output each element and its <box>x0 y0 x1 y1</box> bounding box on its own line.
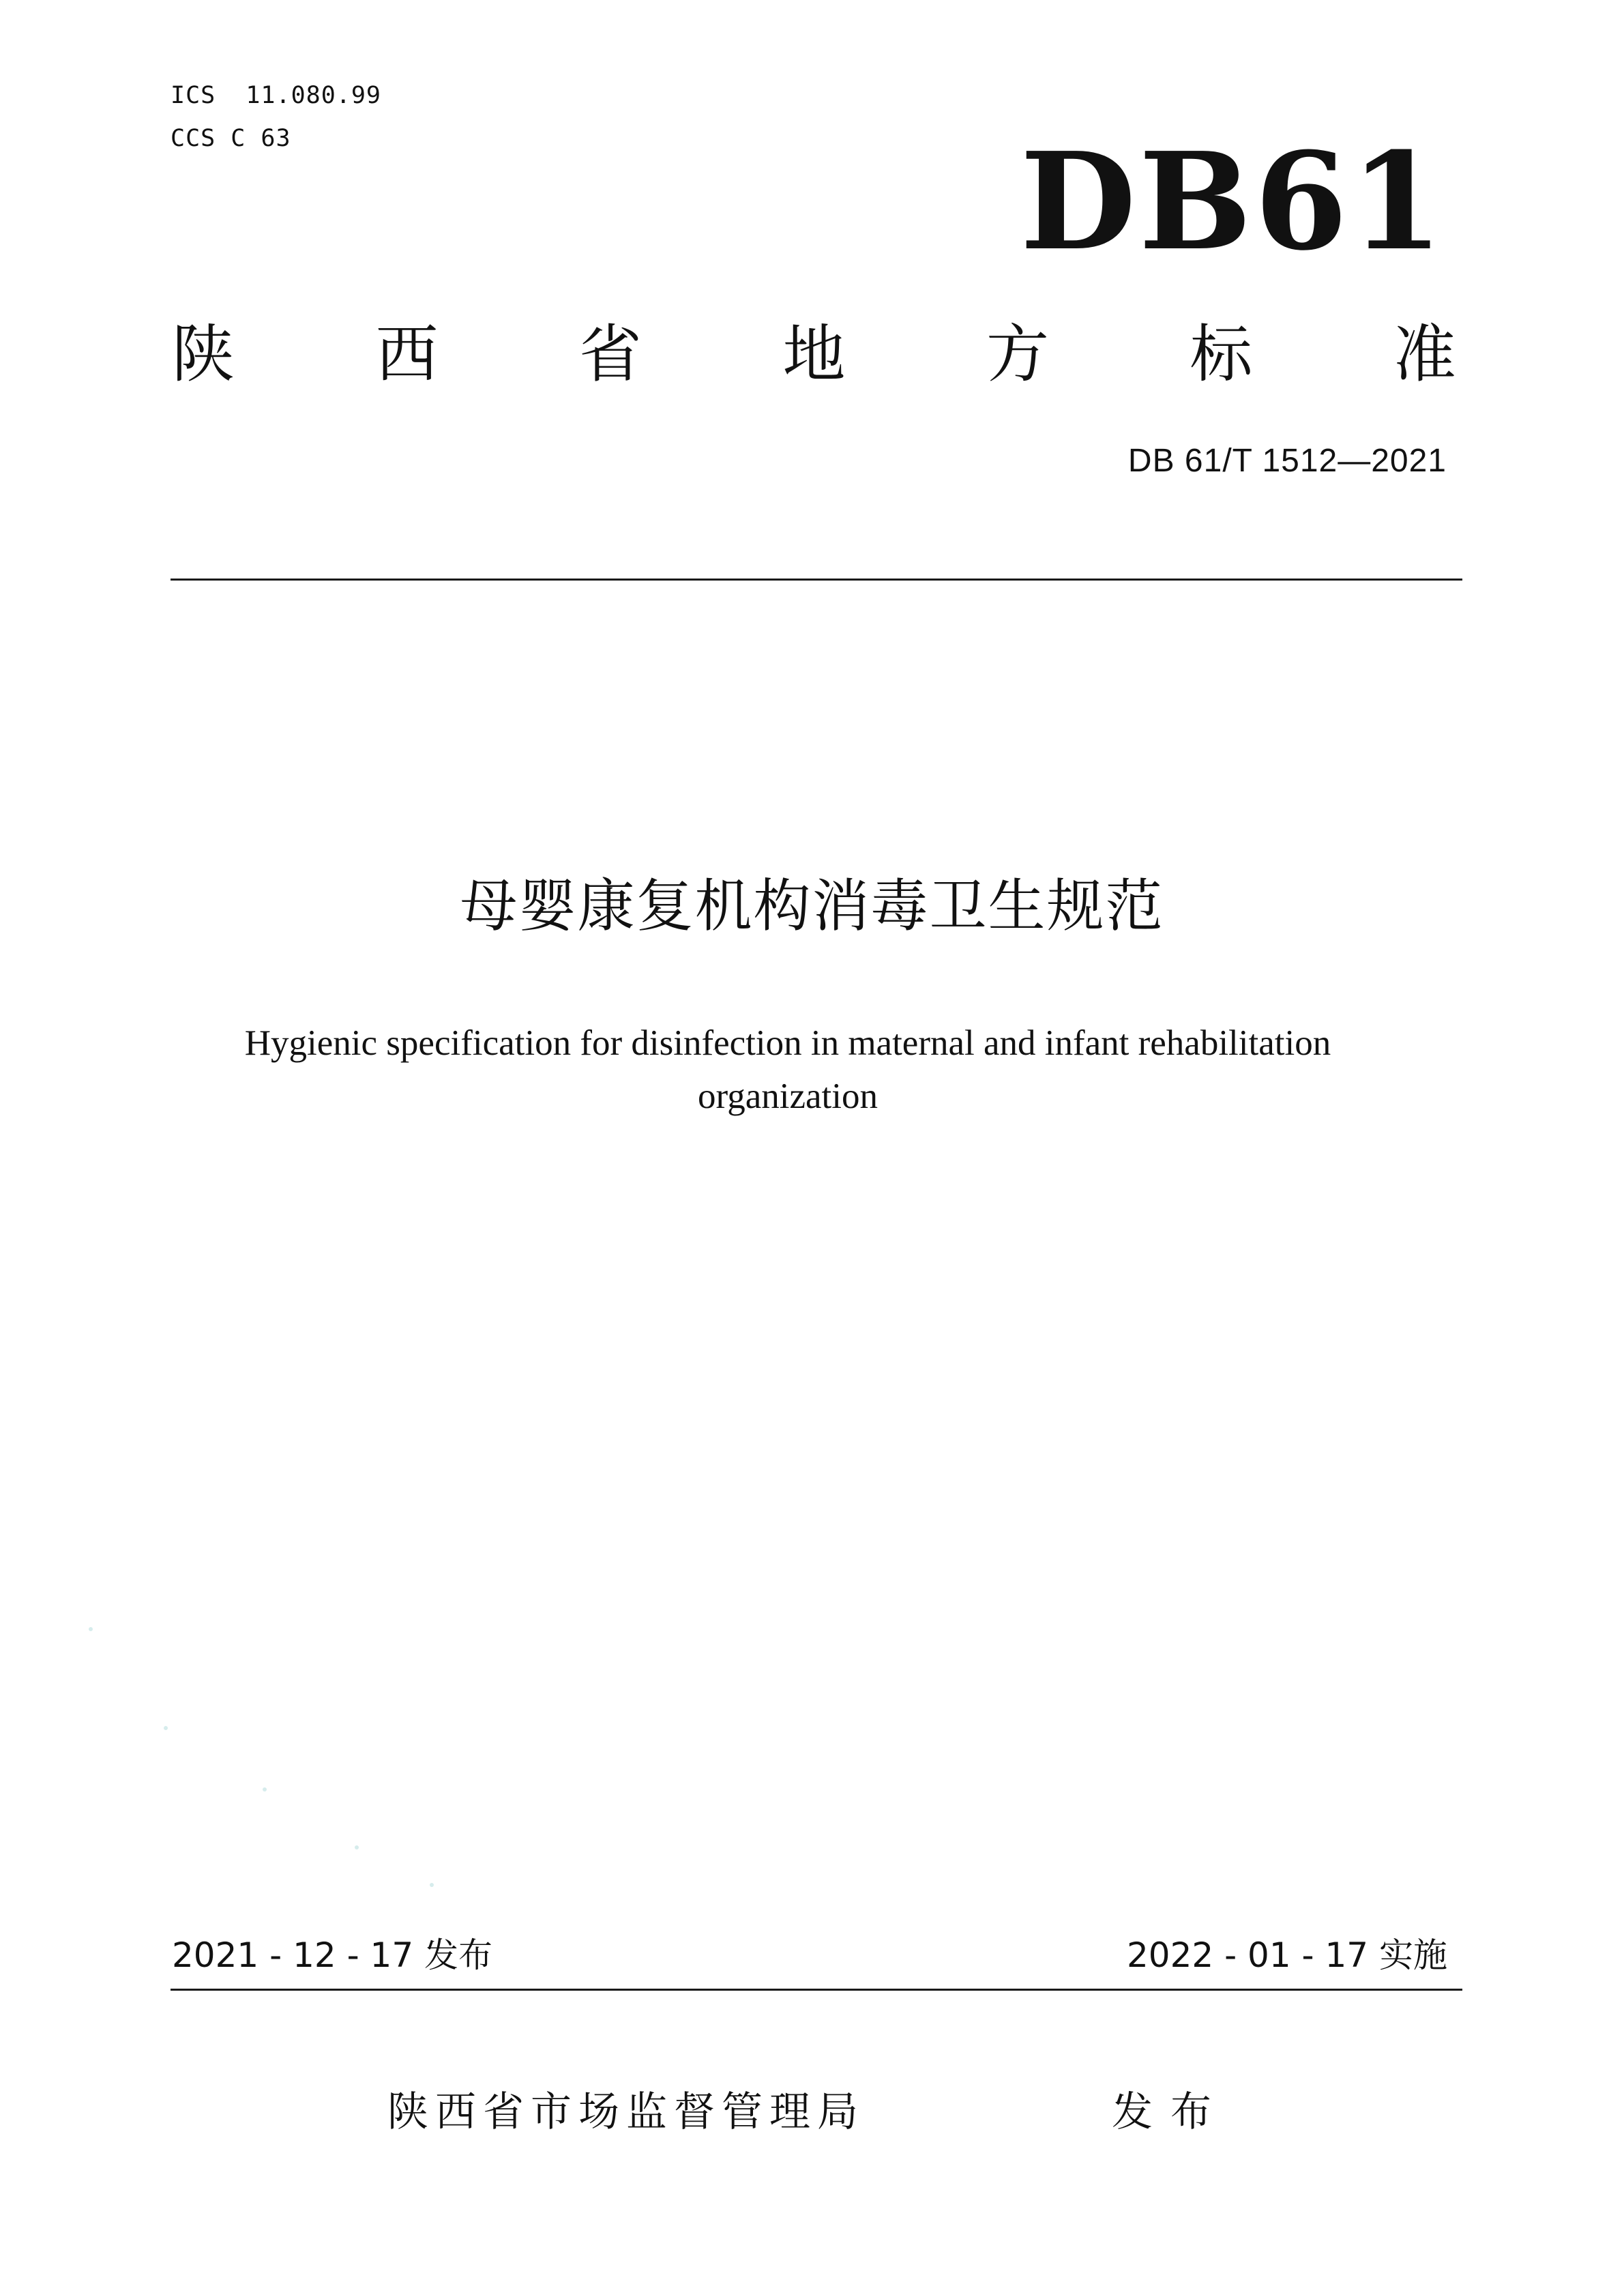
english-title-line-2: organization <box>698 1077 878 1116</box>
standard-type-char: 省 <box>578 318 642 391</box>
scan-speck <box>164 1726 168 1730</box>
ccs-code: CCS C 63 <box>171 125 291 152</box>
document-title-english <box>0 1016 1576 1123</box>
standard-type-char: 准 <box>1393 318 1456 391</box>
scan-speck <box>430 1883 434 1887</box>
footer-divider <box>171 1989 1462 1991</box>
standard-type-char: 西 <box>375 318 439 391</box>
standard-type-char: 陕 <box>172 318 235 391</box>
effective-date: 2022 - 01 - 17 实施 <box>1126 1935 1447 1975</box>
document-title-chinese: 母婴康复机构消毒卫生规范 <box>460 873 1164 939</box>
publish-label: 发布 <box>1112 2088 1229 2136</box>
standard-logo: DB61 <box>1020 123 1446 280</box>
ics-code: ICS 11.080.99 <box>171 82 382 109</box>
document-number: DB 61/T 1512—2021 <box>1127 443 1447 479</box>
scan-speck <box>355 1845 359 1849</box>
scan-speck <box>263 1787 267 1791</box>
english-title-line-1: Hygienic specification for disinfection in maternal and infant rehabilitation <box>244 1023 1331 1063</box>
standard-type-char: 方 <box>986 318 1049 391</box>
standard-type-char: 标 <box>1190 318 1253 391</box>
standard-type-title <box>172 314 1456 396</box>
standard-type-char: 地 <box>782 318 846 391</box>
publish-date: 2021 - 12 - 17 发布 <box>172 1935 493 1975</box>
scan-speck <box>89 1627 93 1631</box>
header-divider <box>171 579 1462 581</box>
publisher-name: 陕西省市场监督管理局 <box>387 2088 865 2136</box>
